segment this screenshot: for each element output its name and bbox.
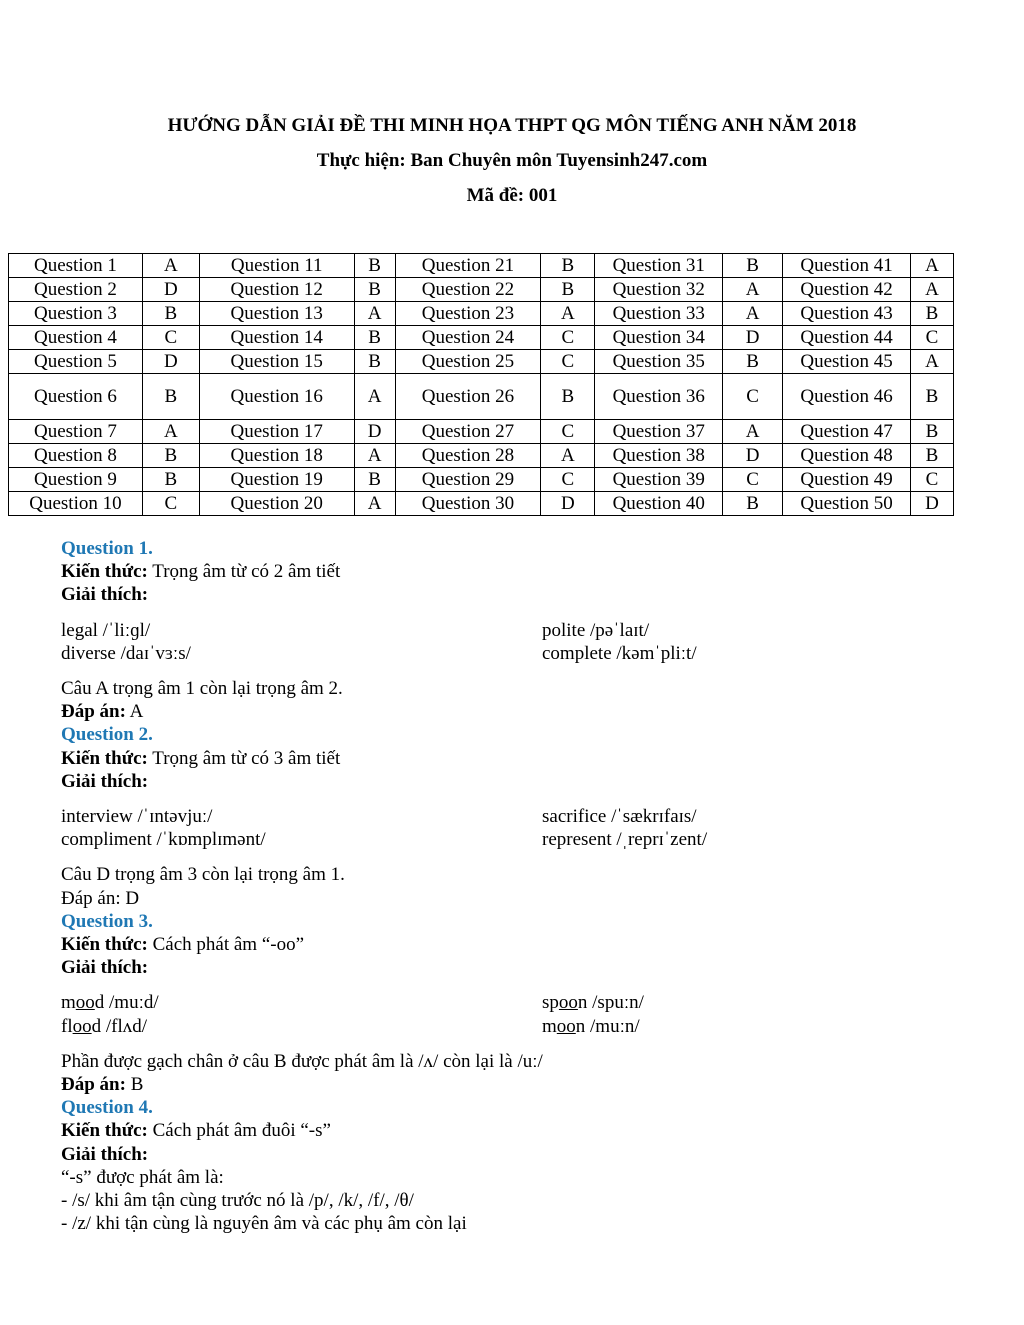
question-cell: Question 16: [199, 374, 354, 420]
question-cell: Question 7: [9, 420, 143, 444]
underlined-part: oo: [558, 992, 578, 1014]
question-cell: Question 28: [395, 444, 541, 468]
answer-line: Đáp án: D: [61, 887, 140, 909]
answer-cell: C: [541, 326, 595, 350]
underlined-part: oo: [72, 1015, 92, 1037]
question-cell: Question 17: [199, 420, 354, 444]
answer-cell: B: [354, 254, 395, 278]
word-item: represent /ˌreprɪˈzent/: [542, 829, 708, 851]
answer-row: [9, 278, 954, 302]
knowledge-line: [61, 747, 961, 770]
note-line: Câu D trọng âm 3 còn lại trọng âm 1.: [61, 864, 345, 886]
question-cell: Question 44: [783, 326, 911, 350]
answer-cell: B: [723, 350, 783, 374]
question-cell: Question 20: [199, 492, 354, 516]
word-item: [542, 991, 644, 1014]
question-cell: Question 50: [783, 492, 911, 516]
word-item: diverse /daɪˈvɜːs/: [61, 642, 191, 664]
answer-cell: C: [541, 468, 595, 492]
answer-cell: C: [142, 492, 199, 516]
answer-line: [61, 1073, 961, 1096]
question-cell: Question 46: [783, 374, 911, 420]
answer-cell: C: [723, 468, 783, 492]
question-cell: Question 6: [9, 374, 143, 420]
answer-row: [9, 374, 954, 420]
answer-cell: C: [723, 374, 783, 420]
underlined-part: oo: [556, 1015, 576, 1037]
knowledge-label: Kiến thức:: [61, 561, 148, 583]
answer-cell: A: [541, 444, 595, 468]
knowledge-label: Kiến thức:: [61, 1120, 148, 1142]
answer-row: [9, 302, 954, 326]
question-cell: Question 11: [199, 254, 354, 278]
word-part: sp: [542, 992, 559, 1014]
answer-cell: A: [723, 278, 783, 302]
question-cell: Question 22: [395, 278, 541, 302]
word-item: [61, 1015, 542, 1038]
answer-cell: A: [354, 492, 395, 516]
question-cell: Question 37: [595, 420, 723, 444]
word-pairs: [61, 805, 961, 851]
answer-cell: C: [910, 326, 953, 350]
question-cell: Question 10: [9, 492, 143, 516]
answer-line: [61, 700, 961, 723]
answer-cell: A: [723, 302, 783, 326]
question-cell: Question 8: [9, 444, 143, 468]
question-cell: Question 15: [199, 350, 354, 374]
question-cell: Question 3: [9, 302, 143, 326]
answer-cell: B: [723, 254, 783, 278]
word-pairs: [61, 619, 961, 665]
knowledge-line: [61, 560, 961, 583]
answer-row: [9, 254, 954, 278]
explanation-label: Giải thích:: [61, 584, 149, 606]
answer-cell: B: [910, 374, 953, 420]
answer-key-table: [8, 253, 954, 516]
question-cell: Question 39: [595, 468, 723, 492]
question-cell: Question 23: [395, 302, 541, 326]
question-cell: Question 25: [395, 350, 541, 374]
underlined-part: oo: [75, 992, 95, 1014]
answer-cell: B: [142, 444, 199, 468]
answer-cell: B: [354, 350, 395, 374]
note-line: Phần được gạch chân ở câu B được phát âm là /ʌ/ còn lại là /uː/: [61, 1050, 543, 1072]
question-cell: Question 13: [199, 302, 354, 326]
answer-cell: A: [910, 350, 953, 374]
answer-row: [9, 444, 954, 468]
word-part: n /spuːn/: [577, 992, 644, 1014]
question-heading: Question 1.: [61, 538, 153, 559]
answer-row: [9, 468, 954, 492]
explanation-label: Giải thích:: [61, 770, 149, 792]
answer-cell: A: [142, 254, 199, 278]
question-cell: Question 18: [199, 444, 354, 468]
answer-cell: D: [910, 492, 953, 516]
answer-cell: B: [723, 492, 783, 516]
word-part: m: [542, 1015, 557, 1037]
question-cell: Question 9: [9, 468, 143, 492]
word-pairs: [61, 991, 961, 1037]
word-item: sacrifice /ˈsækrɪfaɪs/: [542, 806, 697, 828]
knowledge-text: Cách phát âm đuôi “-s”: [152, 1120, 331, 1142]
word-part: m: [61, 992, 76, 1014]
question-cell: Question 43: [783, 302, 911, 326]
explanation-line: - /z/ khi tận cùng là nguyên âm và các phụ âm còn lại: [61, 1213, 467, 1235]
solutions-section: [61, 537, 961, 1235]
explanation-line: “-s” được phát âm là:: [61, 1166, 224, 1188]
answer-cell: B: [541, 254, 595, 278]
knowledge-text: Trọng âm từ có 2 âm tiết: [152, 561, 341, 583]
question-cell: Question 32: [595, 278, 723, 302]
answer-cell: A: [354, 444, 395, 468]
answer-row: [9, 326, 954, 350]
word-item: complete /kəmˈpliːt/: [542, 642, 697, 664]
document-subtitle: Thực hiện: Ban Chuyên môn Tuyensinh247.com: [316, 150, 708, 171]
question-cell: Question 38: [595, 444, 723, 468]
exam-code: Mã đề: 001: [466, 185, 558, 206]
answer-row: [9, 350, 954, 374]
answer-cell: A: [354, 302, 395, 326]
question-cell: Question 35: [595, 350, 723, 374]
question-cell: Question 40: [595, 492, 723, 516]
answer-cell: B: [142, 468, 199, 492]
word-part: d /muːd/: [94, 992, 159, 1014]
answer-cell: A: [910, 254, 953, 278]
answer-cell: A: [142, 420, 199, 444]
answer-cell: D: [541, 492, 595, 516]
explanation-label: Giải thích:: [61, 957, 149, 979]
knowledge-label: Kiến thức:: [61, 747, 148, 769]
word-part: fl: [61, 1015, 73, 1037]
answer-cell: A: [723, 420, 783, 444]
word-part: n /muːn/: [575, 1015, 640, 1037]
question-cell: Question 33: [595, 302, 723, 326]
knowledge-line: [61, 933, 961, 956]
answer-cell: B: [541, 374, 595, 420]
answer-row: [9, 492, 954, 516]
answer-cell: D: [142, 350, 199, 374]
answer-cell: B: [910, 444, 953, 468]
answer-cell: B: [541, 278, 595, 302]
knowledge-text: Trọng âm từ có 3 âm tiết: [152, 747, 341, 769]
knowledge-text: Cách phát âm “-oo”: [152, 934, 305, 956]
question-cell: Question 14: [199, 326, 354, 350]
question-heading: Question 2.: [61, 724, 153, 746]
question-heading: Question 3.: [61, 910, 153, 932]
question-cell: Question 41: [783, 254, 911, 278]
answer-cell: B: [142, 374, 199, 420]
question-cell: Question 19: [199, 468, 354, 492]
explanation-line: - /s/ khi âm tận cùng trước nó là /p/, /k/, /f/, /θ/: [61, 1190, 414, 1212]
answer-value: A: [129, 701, 144, 723]
word-item: [61, 991, 542, 1014]
answer-cell: B: [142, 302, 199, 326]
word-part: d /flʌd/: [91, 1015, 148, 1037]
question-cell: Question 42: [783, 278, 911, 302]
answer-cell: C: [541, 350, 595, 374]
answer-row: [9, 420, 954, 444]
question-cell: Question 24: [395, 326, 541, 350]
question-cell: Question 27: [395, 420, 541, 444]
knowledge-label: Kiến thức:: [61, 934, 148, 956]
document-title: HƯỚNG DẪN GIẢI ĐỀ THI MINH HỌA THPT QG MÔN TIẾNG ANH NĂM 2018: [167, 115, 857, 136]
knowledge-line: [61, 1119, 961, 1142]
word-item: legal /ˈliːɡl/: [61, 619, 151, 641]
answer-value: B: [130, 1074, 144, 1096]
answer-cell: C: [142, 326, 199, 350]
question-cell: Question 31: [595, 254, 723, 278]
question-cell: Question 4: [9, 326, 143, 350]
question-cell: Question 26: [395, 374, 541, 420]
answer-cell: A: [541, 302, 595, 326]
answer-cell: C: [910, 468, 953, 492]
answer-cell: D: [723, 326, 783, 350]
question-cell: Question 2: [9, 278, 143, 302]
question-cell: Question 30: [395, 492, 541, 516]
question-cell: Question 5: [9, 350, 143, 374]
answer-cell: B: [354, 468, 395, 492]
note-line: Câu A trọng âm 1 còn lại trọng âm 2.: [61, 678, 343, 700]
answer-cell: A: [910, 278, 953, 302]
answer-cell: D: [354, 420, 395, 444]
answer-cell: D: [142, 278, 199, 302]
question-cell: Question 29: [395, 468, 541, 492]
answer-cell: B: [910, 420, 953, 444]
question-cell: Question 48: [783, 444, 911, 468]
answer-label: Đáp án:: [61, 1074, 126, 1096]
explanation-label: Giải thích:: [61, 1143, 149, 1165]
word-item: polite /pəˈlaɪt/: [542, 619, 650, 641]
word-item: compliment /ˈkɒmplɪmənt/: [61, 829, 266, 851]
word-item: interview /ˈɪntəvjuː/: [61, 806, 213, 828]
question-cell: Question 12: [199, 278, 354, 302]
question-cell: Question 21: [395, 254, 541, 278]
answer-cell: A: [354, 374, 395, 420]
answer-key-body: [9, 254, 954, 516]
question-cell: Question 36: [595, 374, 723, 420]
word-item: [542, 1015, 640, 1038]
question-cell: Question 34: [595, 326, 723, 350]
answer-cell: D: [723, 444, 783, 468]
question-heading: Question 4.: [61, 1097, 153, 1119]
question-cell: Question 49: [783, 468, 911, 492]
answer-cell: B: [354, 278, 395, 302]
question-cell: Question 47: [783, 420, 911, 444]
answer-cell: C: [541, 420, 595, 444]
answer-cell: B: [910, 302, 953, 326]
answer-cell: B: [354, 326, 395, 350]
question-cell: Question 45: [783, 350, 911, 374]
question-cell: Question 1: [9, 254, 143, 278]
answer-label: Đáp án:: [61, 701, 126, 723]
